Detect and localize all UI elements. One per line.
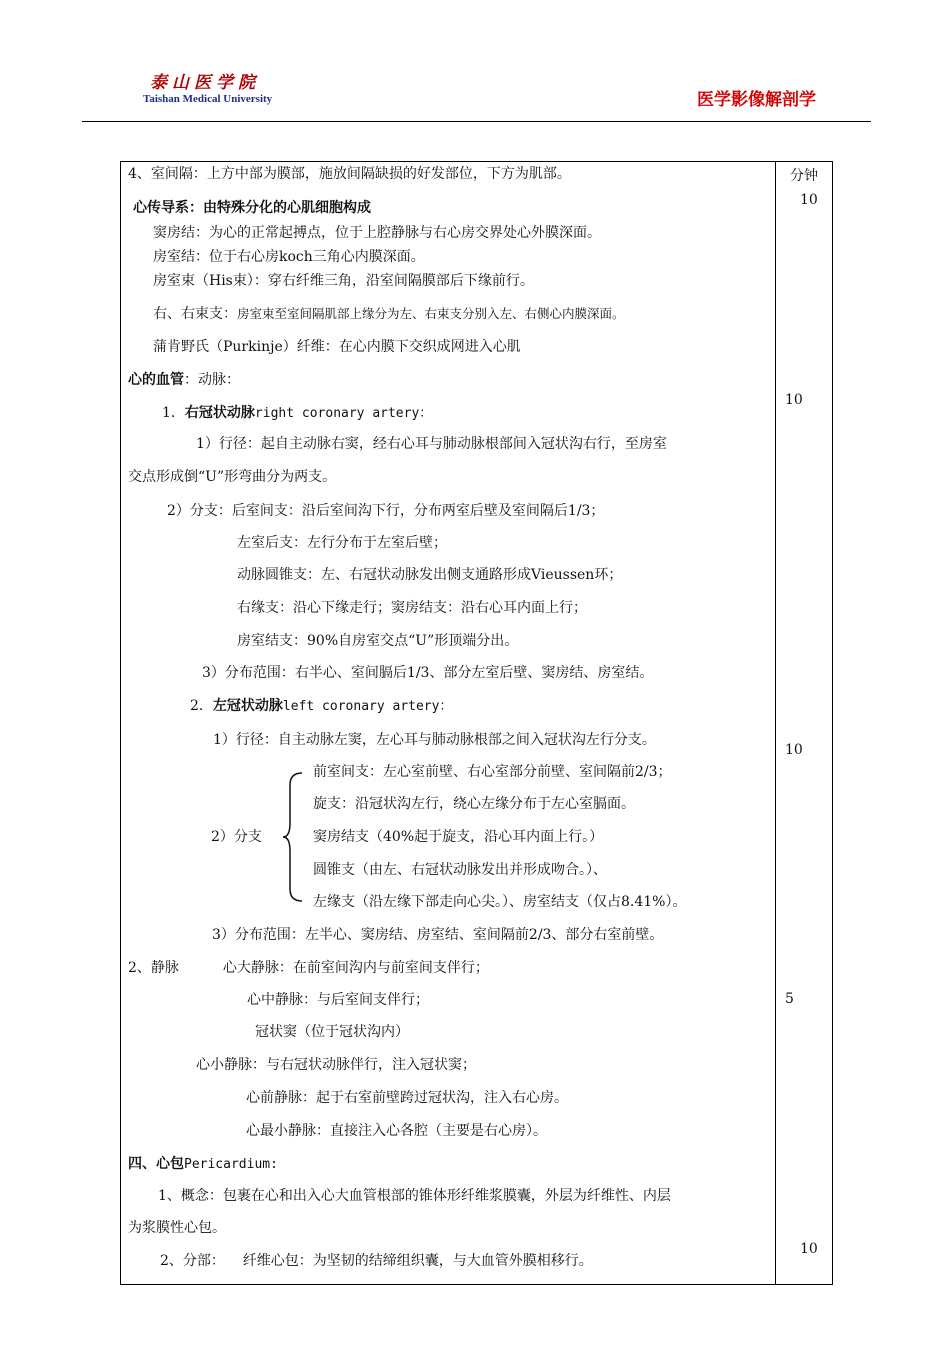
header-rule xyxy=(82,121,871,122)
minutes-value: 5 xyxy=(785,991,794,1007)
subsection-heading xyxy=(190,697,452,716)
content-line: 为浆膜性心包。 xyxy=(128,1220,226,1236)
content-line: 房室结：位于右心房koch三角心内膜深面。 xyxy=(153,249,425,265)
heading-text: 心的血管 xyxy=(128,372,184,388)
content-line: 1、概念：包裹在心和出入心大血管根部的锥体形纤维浆膜囊，外层为纤维性、内层 xyxy=(158,1188,671,1204)
content-text: ：动脉： xyxy=(184,372,240,388)
minutes-value: 10 xyxy=(800,1241,818,1257)
section-heading: 心传导系：由特殊分化的心肌细胞构成 xyxy=(133,200,371,216)
content-line: 右缘支：沿心下缘走行；窦房结支：沿右心耳内面上行； xyxy=(237,600,587,616)
content-line: 左缘支（沿左缘下部走向心尖。）、房室结支（仅占8.41%）。 xyxy=(313,894,687,910)
content-line: 蒲肯野氏（Purkinje）纤维：在心内膜下交织成网进入心肌 xyxy=(153,339,521,355)
minutes-value: 10 xyxy=(800,192,818,208)
column-divider xyxy=(775,161,776,1285)
course-title: 医学影像解剖学 xyxy=(697,90,816,110)
content-text: right coronary artery： xyxy=(254,406,433,421)
content-line: 前室间支：左心室前壁、右心室部分前壁、室间隔前2/3； xyxy=(313,764,672,780)
content-text: 2． xyxy=(190,698,213,714)
content-line: 心最小静脉：直接注入心各腔（主要是右心房）。 xyxy=(246,1123,547,1139)
section-heading xyxy=(128,1155,278,1174)
content-line: 1）行径：自主动脉左窦，左心耳与肺动脉根部之间入冠状沟左行分支。 xyxy=(213,732,656,748)
minutes-value: 10 xyxy=(785,742,803,758)
content-line: 2）分支 xyxy=(211,829,262,845)
content-line: 3）分布范围：右半心、室间膈后1/3、部分左室后壁、窦房结、房室结。 xyxy=(202,665,654,681)
content-line: 房室束（His束）：穿右纤维三角，沿室间隔膜部后下缘前行。 xyxy=(153,273,534,289)
content-line: 圆锥支（由左、右冠状动脉发出并形成吻合。）、 xyxy=(313,862,607,878)
content-line xyxy=(128,959,489,977)
content-line: 4、室间隔：上方中部为膜部，施放间隔缺损的好发部位，下方为肌部。 xyxy=(128,166,571,182)
content-line: 心中静脉：与后室间支伴行； xyxy=(247,992,429,1008)
content-text: left coronary artery： xyxy=(282,699,453,714)
content-line: 2）分支：后室间支：沿后室间沟下行，分布两室后壁及室间隔后1/3； xyxy=(167,503,605,519)
university-logo-chinese: 泰山医学院 xyxy=(150,73,260,93)
content-text: 心大静脉：在前室间沟内与前室间支伴行； xyxy=(222,960,489,976)
section-heading xyxy=(128,371,240,389)
content-text: 右、右束支： xyxy=(153,306,237,322)
minutes-header: 分钟 xyxy=(790,168,818,184)
minutes-value: 10 xyxy=(785,392,803,408)
content-line: 动脉圆锥支：左、右冠状动脉发出侧支通路形成Vieussen环； xyxy=(237,567,623,583)
subsection-heading xyxy=(162,404,432,423)
content-line: 房室结支：90%自房室交点“U”形顶端分出。 xyxy=(237,633,519,649)
lesson-table xyxy=(120,161,833,1285)
brace-icon xyxy=(282,771,304,903)
content-line: 心小静脉：与右冠状动脉伴行，注入冠状窦； xyxy=(196,1057,476,1073)
content-line: 旋支：沿冠状沟左行，绕心左缘分布于左心室膈面。 xyxy=(313,796,635,812)
university-logo-english: Taishan Medical University xyxy=(143,93,273,105)
content-line: 冠状窦（位于冠状沟内） xyxy=(255,1024,409,1040)
content-line: 交点形成倒“U”形弯曲分为两支。 xyxy=(128,469,337,485)
heading-text: 四、心包 xyxy=(128,1156,184,1172)
content-line: 1）行径：起自主动脉右窦，经右心耳与肺动脉根部间入冠状沟右行，至房室 xyxy=(196,436,667,452)
content-line: 窦房结：为心的正常起搏点，位于上腔静脉与右心房交界处心外膜深面。 xyxy=(153,225,601,241)
content-line: 心前静脉：起于右室前壁跨过冠状沟，注入右心房。 xyxy=(246,1090,568,1106)
content-line: 2、分部： 纤维心包：为坚韧的结缔组织囊，与大血管外膜相移行。 xyxy=(160,1253,593,1269)
content-line xyxy=(153,305,625,323)
content-line: 窦房结支（40%起于旋支，沿心耳内面上行。） xyxy=(313,829,604,845)
content-text: 1． xyxy=(162,405,185,421)
content-line: 3）分布范围：左半心、窦房结、房室结、室间隔前2/3、部分右室前壁。 xyxy=(212,927,664,943)
heading-text: 右冠状动脉 xyxy=(184,405,255,421)
content-text: 2、静脉 xyxy=(128,960,179,976)
heading-text: 左冠状动脉 xyxy=(212,698,283,714)
content-line: 左室后支：左行分布于左室后壁； xyxy=(237,535,447,551)
content-text: 房室束至室间隔肌部上缘分为左、右束支分别入左、右侧心内膜深面。 xyxy=(237,306,625,321)
content-text: Pericardium: xyxy=(184,1157,278,1172)
